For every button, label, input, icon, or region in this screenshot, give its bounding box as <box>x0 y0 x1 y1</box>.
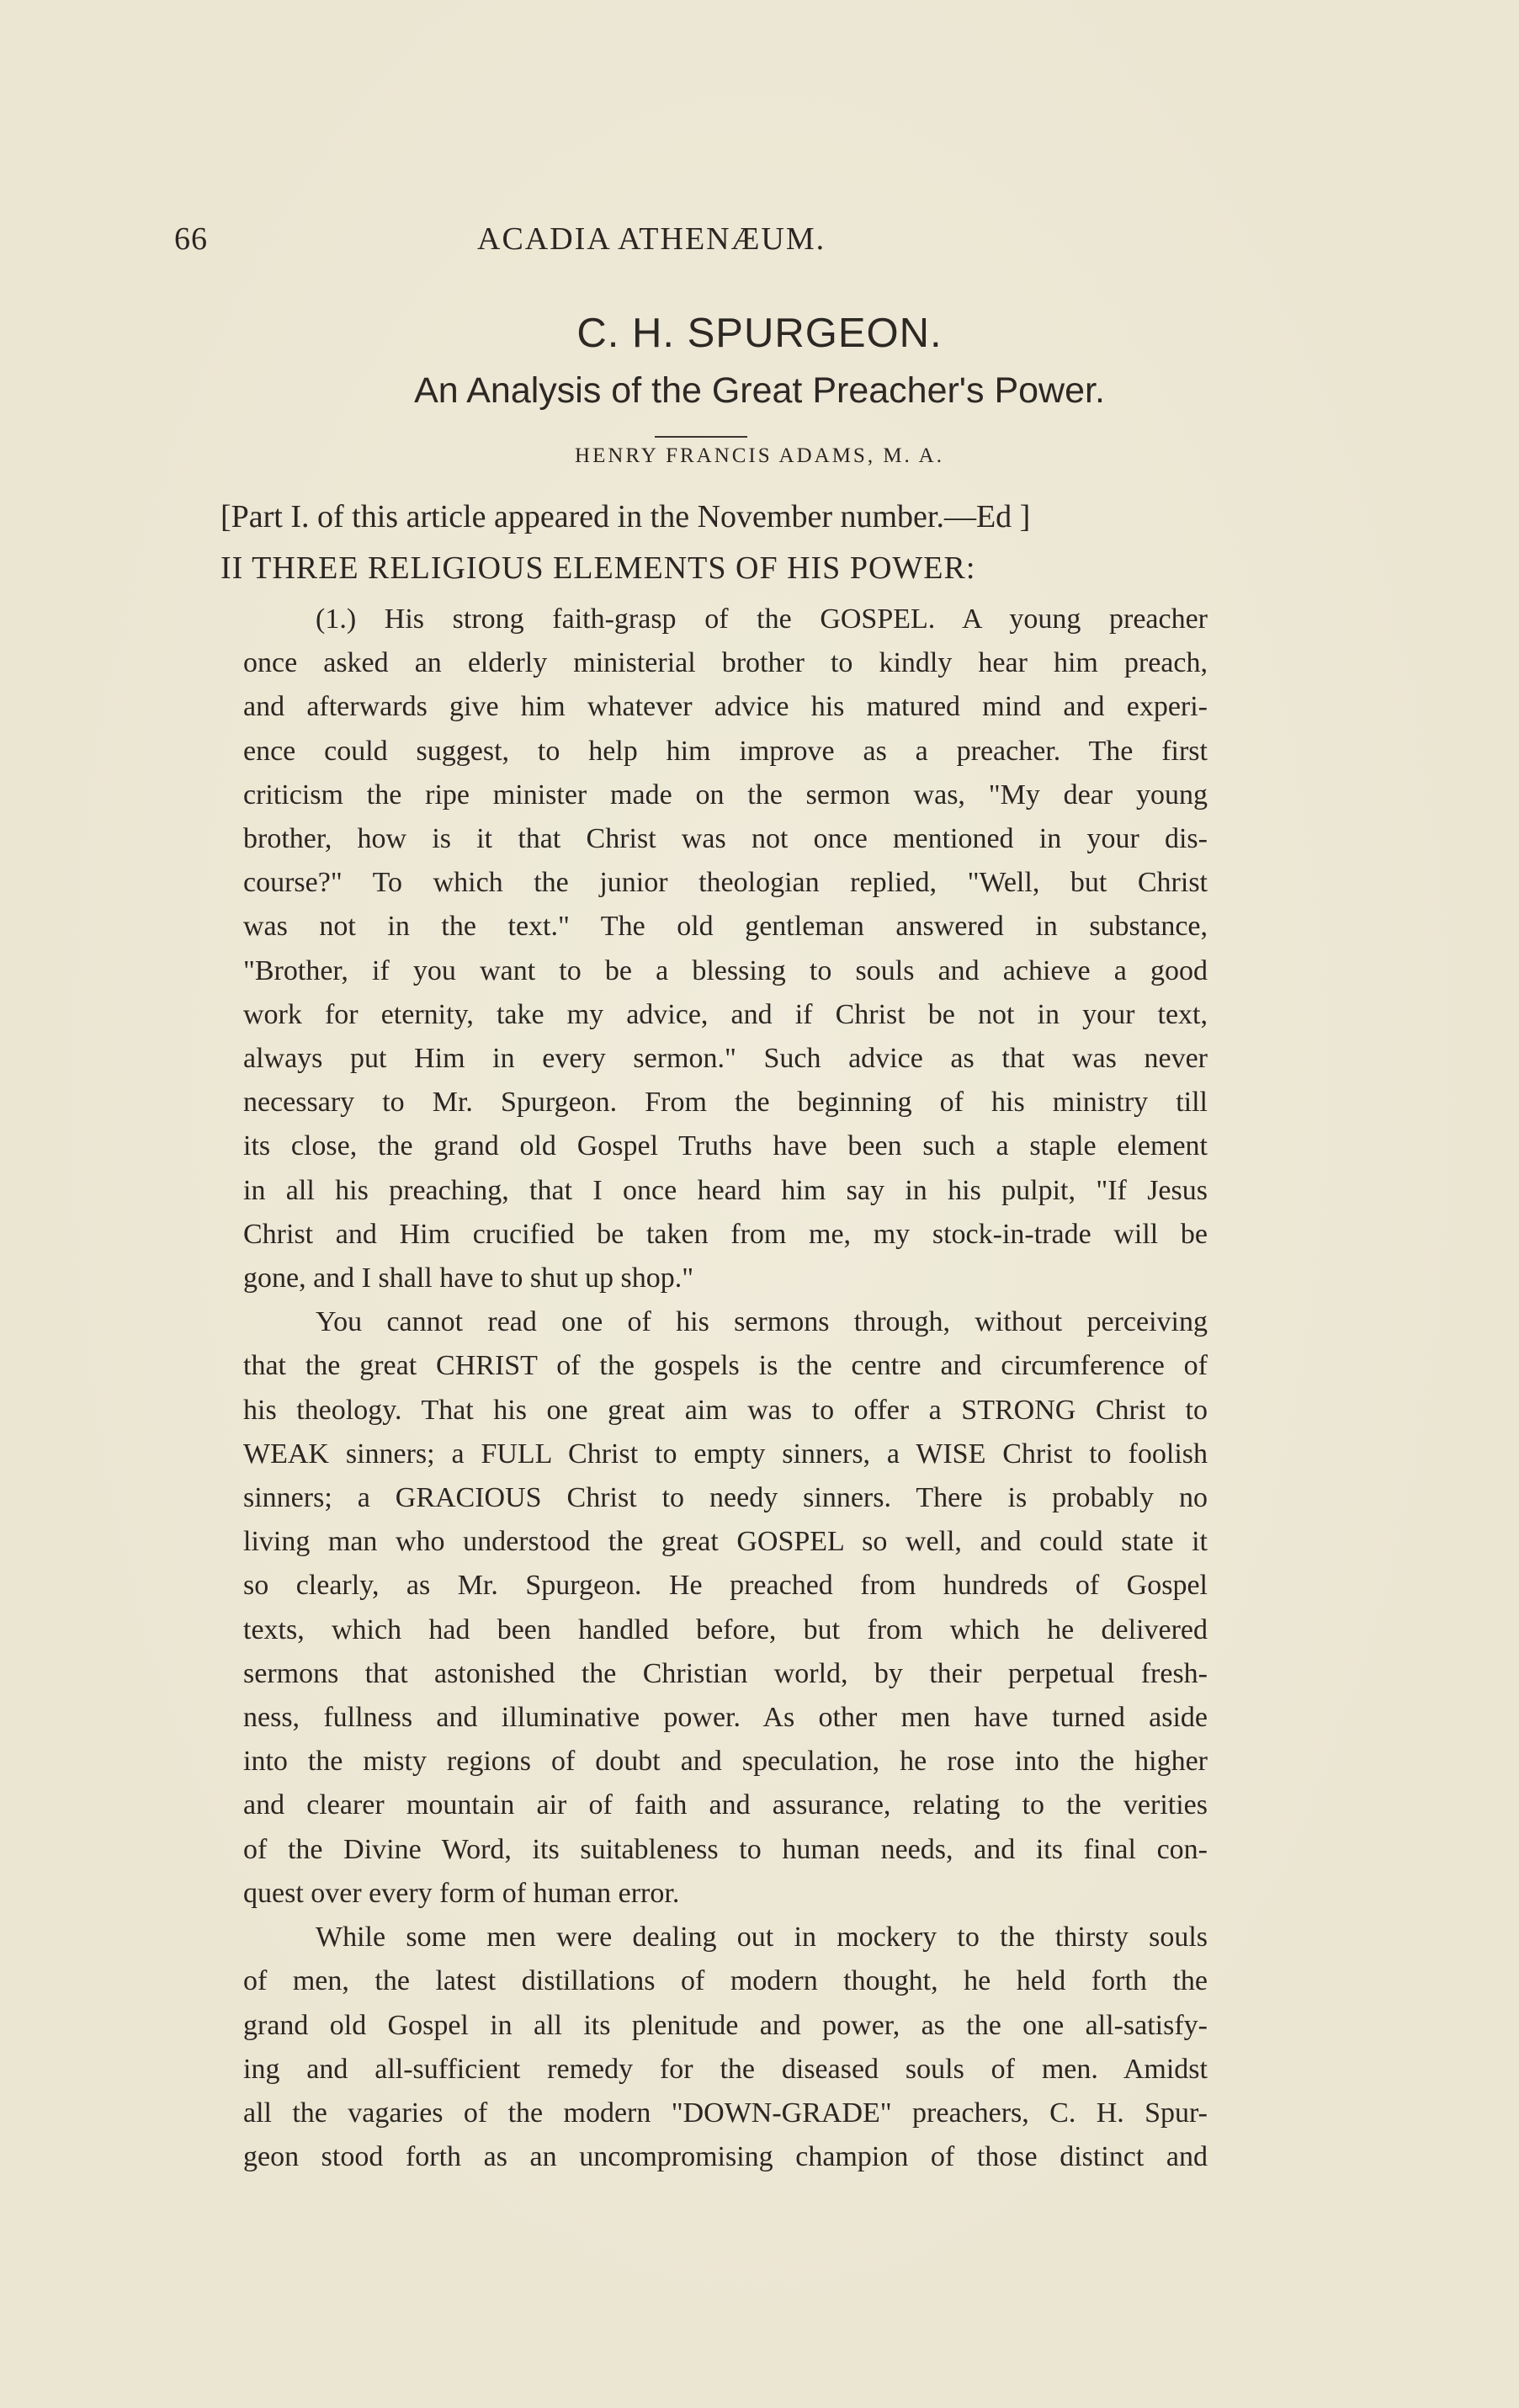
body-line: texts, which had been handled before, but from which he delivered <box>243 1613 1208 1645</box>
body-line: quest over every form of human error. <box>243 1877 680 1909</box>
paragraph-1 <box>171 598 1208 1300</box>
body-line: once asked an elderly ministerial brother to kindly hear him preach, <box>243 647 1208 679</box>
body-line: necessary to Mr. Spurgeon. From the beginning of his ministry till <box>243 1087 1208 1119</box>
body-line: Christ and Him crucified be taken from me, my stock-in-trade will be <box>243 1218 1208 1250</box>
page-number: 66 <box>174 221 208 257</box>
article-title: C. H. SPURGEON. <box>576 311 943 356</box>
body-line: was not in the text." The old gentleman answered in substance, <box>243 911 1208 943</box>
body-line: grand old Gospel in all its plenitude and power, as the one all-satisfy- <box>243 2009 1208 2041</box>
body-line: sinners; a GRACIOUS Christ to needy sinners. There is probably no <box>243 1482 1208 1514</box>
article-body <box>171 598 1208 2179</box>
paragraph-2 <box>171 1300 1208 1916</box>
body-line: While some men were dealing out in mockery to the thirsty souls <box>316 1922 1208 1954</box>
running-head <box>174 221 1209 271</box>
body-line: all the vagaries of the modern "DOWN-GRADE" preachers, C. H. Spur- <box>243 2097 1208 2129</box>
body-line: brother, how is it that Christ was not once mentioned in your dis- <box>243 823 1208 855</box>
paragraph-3 <box>171 1916 1208 2179</box>
body-line: ing and all-sufficient remedy for the diseased souls of men. Amidst <box>243 2053 1208 2085</box>
body-line: gone, and I shall have to shut up shop." <box>243 1262 694 1294</box>
body-line: "Brother, if you want to be a blessing to souls and achieve a good <box>243 954 1208 986</box>
body-line: course?" To which the junior theologian replied, "Well, but Christ <box>243 867 1208 899</box>
body-line: always put Him in every sermon." Such advice as that was never <box>243 1043 1208 1075</box>
body-line: You cannot read one of his sermons through, without perceiving <box>316 1306 1208 1338</box>
body-line: so clearly, as Mr. Spurgeon. He preached from hundreds of Gospel <box>243 1570 1208 1602</box>
body-line: WEAK sinners; a FULL Christ to empty sinners, a WISE Christ to foolish <box>243 1438 1208 1470</box>
body-line: that the great CHRIST of the gospels is the centre and circumference of <box>243 1350 1208 1382</box>
body-line: and afterwards give him whatever advice his matured mind and experi- <box>243 691 1208 723</box>
body-line: its close, the grand old Gospel Truths have been such a staple element <box>243 1130 1208 1162</box>
body-line: (1.) His strong faith-grasp of the GOSPEL. A young preacher <box>316 603 1208 635</box>
body-line: ness, fullness and illuminative power. As other men have turned aside <box>243 1702 1208 1734</box>
body-line: work for eternity, take my advice, and if Christ be not in your text, <box>243 998 1208 1030</box>
body-line: of the Divine Word, its suitableness to human needs, and its final con- <box>243 1833 1208 1865</box>
body-line: his theology. That his one great aim was to offer a STRONG Christ to <box>243 1394 1208 1426</box>
journal-title: ACADIA ATHENÆUM. <box>477 221 826 257</box>
body-line: in all his preaching, that I once heard him say in his pulpit, "If Jesus <box>243 1174 1208 1206</box>
section-heading: II THREE RELIGIOUS ELEMENTS OF HIS POWER: <box>220 550 976 586</box>
body-line: of men, the latest distillations of modern thought, he held forth the <box>243 1965 1208 1997</box>
body-line: living man who understood the great GOSPEL so well, and could state it <box>243 1526 1208 1558</box>
body-line: geon stood forth as an uncompromising champion of those distinct and <box>243 2141 1208 2173</box>
body-line: into the misty regions of doubt and speculation, he rose into the higher <box>243 1746 1208 1778</box>
body-line: criticism the ripe minister made on the sermon was, "My dear young <box>243 779 1208 811</box>
body-line: ence could suggest, to help him improve as a preacher. The first <box>243 735 1208 767</box>
article-byline: HENRY FRANCIS ADAMS, M. A. <box>575 444 944 467</box>
editor-note: [Part I. of this article appeared in the November number.—Ed ] <box>220 499 1031 534</box>
title-rule <box>655 436 747 438</box>
body-line: and clearer mountain air of faith and assurance, relating to the verities <box>243 1789 1208 1821</box>
article-subtitle: An Analysis of the Great Preacher's Power. <box>414 370 1105 411</box>
body-line: sermons that astonished the Christian world, by their perpetual fresh- <box>243 1657 1208 1689</box>
